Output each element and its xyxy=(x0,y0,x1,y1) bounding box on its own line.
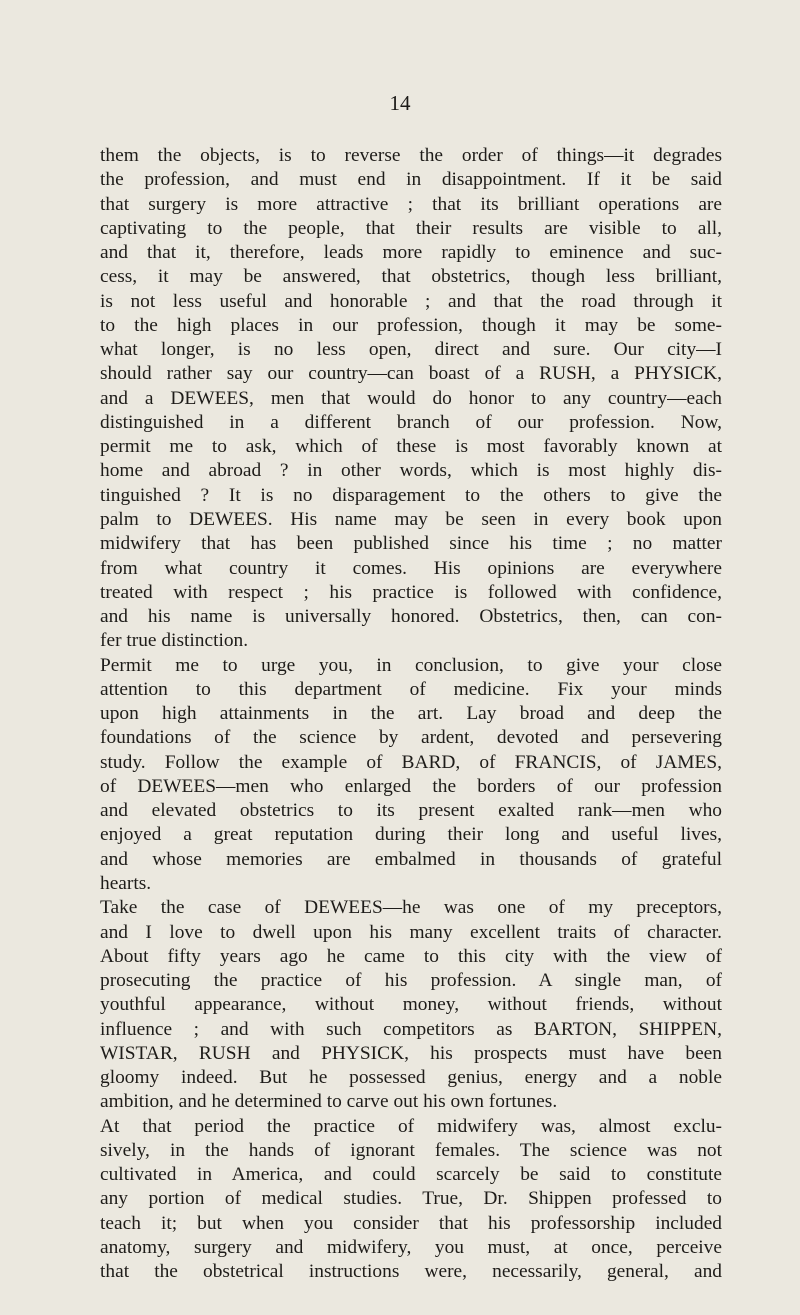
text-line: foundations of the science by ardent, devoted and persevering xyxy=(100,727,722,749)
text-line: home and abroad ? in other words, which is most highly dis- xyxy=(100,460,722,482)
text-line: anatomy, surgery and midwifery, you must, at once, perceive xyxy=(100,1236,722,1258)
text-line: permit me to ask, which of these is most favorably known at xyxy=(100,436,722,458)
text-line: that the obstetrical instructions were, necessarily, general, and xyxy=(100,1261,722,1283)
text-line: that surgery is more attractive ; that its brilliant operations are xyxy=(100,193,722,215)
text-line: fer true distinction. xyxy=(100,630,249,652)
text-line: of DEWEES—men who enlarged the borders of our profession xyxy=(100,775,722,797)
text-line: and elevated obstetrics to its present exalted rank—men who xyxy=(100,800,722,822)
text-line: youthful appearance, without money, without friends, without xyxy=(100,994,722,1016)
text-line: and whose memories are embalmed in thousands of grateful xyxy=(100,848,722,870)
text-line: distinguished in a different branch of our profession. Now, xyxy=(100,411,722,433)
text-line: from what country it comes. His opinions are everywhere xyxy=(100,557,722,579)
text-line: the profession, and must end in disappointment. If it be said xyxy=(100,169,722,191)
text-line: ambition, and he determined to carve out his own fortunes. xyxy=(100,1091,558,1113)
text-line: At that period the practice of midwifery was, almost exclu- xyxy=(100,1115,722,1137)
text-line: what longer, is no less open, direct and sure. Our city—I xyxy=(100,339,722,361)
text-line: prosecuting the practice of his profession. A single man, of xyxy=(100,970,722,992)
text-line: study. Follow the example of BARD, of FRANCIS, of JAMES, xyxy=(100,751,722,773)
text-line: should rather say our country—can boast of a RUSH, a PHYSICK, xyxy=(100,363,722,385)
text-line: cess, it may be answered, that obstetrics, though less brilliant, xyxy=(100,266,722,288)
text-line: teach it; but when you consider that his professorship included xyxy=(100,1212,722,1234)
text-line: and I love to dwell upon his many excellent traits of character. xyxy=(100,921,722,943)
text-line: About fifty years ago he came to this city with the view of xyxy=(100,945,722,967)
text-line: gloomy indeed. But he possessed genius, energy and a noble xyxy=(100,1067,722,1089)
text-line: influence ; and with such competitors as BARTON, SHIPPEN, xyxy=(100,1018,722,1040)
text-line: and his name is universally honored. Obstetrics, then, can con- xyxy=(100,606,722,628)
text-line: to the high places in our profession, though it may be some- xyxy=(100,314,722,336)
text-line: Permit me to urge you, in conclusion, to give your close xyxy=(100,654,722,676)
text-line: attention to this department of medicine. Fix your minds xyxy=(100,678,722,700)
body-text xyxy=(100,144,722,1284)
text-line: midwifery that has been published since his time ; no matter xyxy=(100,533,722,555)
text-line: sively, in the hands of ignorant females. The science was not xyxy=(100,1139,722,1161)
text-line: and that it, therefore, leads more rapidly to eminence and suc- xyxy=(100,242,722,264)
text-line: upon high attainments in the art. Lay broad and deep the xyxy=(100,703,722,725)
text-line: them the objects, is to reverse the order of things—it degrades xyxy=(100,145,722,166)
text-line: any portion of medical studies. True, Dr. Shippen professed to xyxy=(100,1188,722,1210)
text-line: WISTAR, RUSH and PHYSICK, his prospects must have been xyxy=(100,1042,722,1064)
text-line: hearts. xyxy=(100,872,152,894)
text-line: treated with respect ; his practice is followed with confidence, xyxy=(100,581,722,603)
text-line: enjoyed a great reputation during their long and useful lives, xyxy=(100,824,722,846)
text-line: cultivated in America, and could scarcely be said to constitute xyxy=(100,1164,722,1186)
text-line: is not less useful and honorable ; and that the road through it xyxy=(100,290,722,312)
text-line: captivating to the people, that their results are visible to all, xyxy=(100,217,722,239)
text-line: and a DEWEES, men that would do honor to any country—each xyxy=(100,387,722,409)
page-number: 14 xyxy=(389,91,411,115)
text-line: Take the case of DEWEES—he was one of my preceptors, xyxy=(100,897,722,919)
text-line: palm to DEWEES. His name may be seen in every book upon xyxy=(100,508,722,530)
text-line: tinguished ? It is no disparagement to the others to give the xyxy=(100,484,722,506)
